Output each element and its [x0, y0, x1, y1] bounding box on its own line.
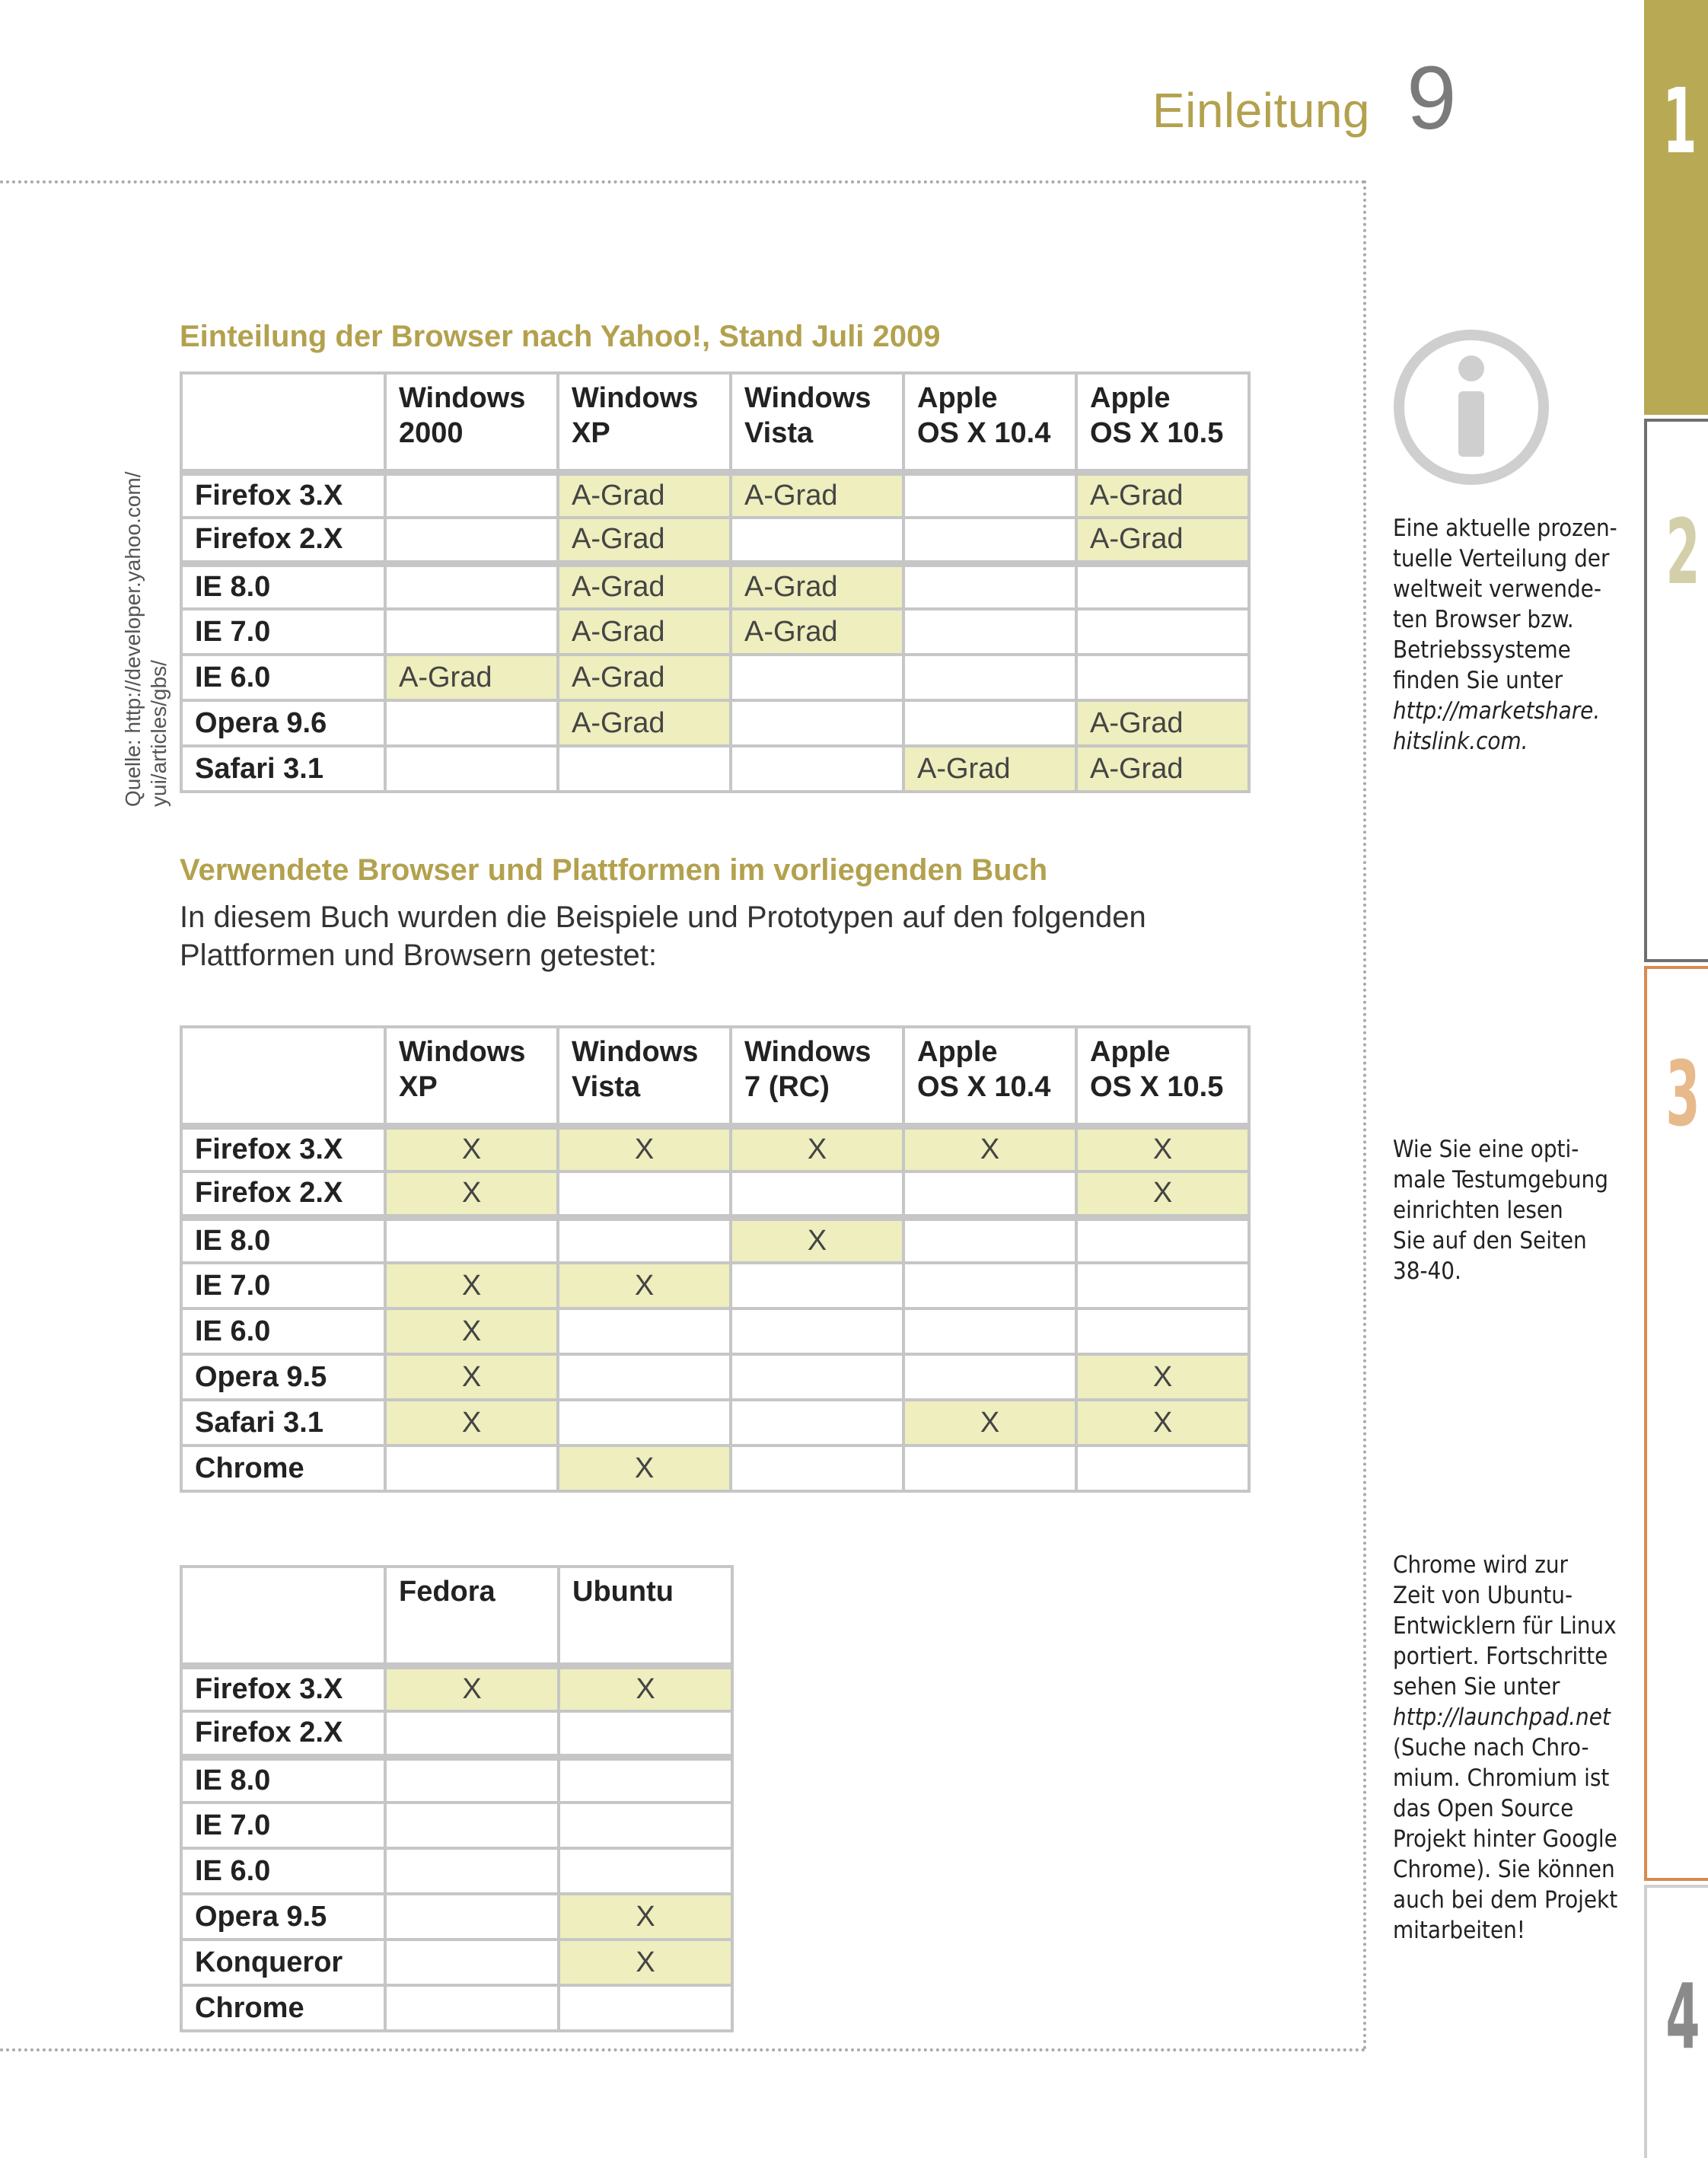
- table-cell: [559, 1711, 732, 1757]
- table-cell: [903, 518, 1076, 563]
- table-row: [181, 1309, 1249, 1354]
- chapter-tab-1[interactable]: [1644, 0, 1708, 415]
- row-label: IE 7.0: [181, 1803, 385, 1848]
- table-row: [181, 1171, 1249, 1217]
- table-cell: A-Grad: [558, 700, 731, 746]
- column-header: Windows 7 (RC): [731, 1027, 903, 1126]
- row-label: Firefox 2.X: [181, 518, 385, 563]
- note-line: finden Sie unter: [1393, 667, 1563, 694]
- linux-platforms-table: [180, 1565, 734, 2032]
- table-cell: [385, 563, 558, 609]
- note-line: (Suche nach Chro-: [1393, 1734, 1589, 1761]
- table-cell: X: [1076, 1126, 1249, 1171]
- row-label: Firefox 2.X: [181, 1711, 385, 1757]
- table-row: [181, 1263, 1249, 1309]
- table-cell: [1076, 609, 1249, 655]
- tested-platforms-table: [180, 1025, 1251, 1493]
- chapter-tab-label: 3: [1665, 1041, 1700, 1146]
- table-cell: [385, 1217, 558, 1263]
- table-cell: X: [385, 1171, 558, 1217]
- table-cell: [558, 1400, 731, 1446]
- intro-line: Plattformen und Browsern getestet:: [180, 939, 657, 972]
- table-row: [181, 1711, 732, 1757]
- table-cell: X: [558, 1263, 731, 1309]
- row-label: Firefox 3.X: [181, 472, 385, 518]
- source-citation: [120, 472, 172, 808]
- table-cell: [903, 700, 1076, 746]
- column-header: Ubuntu: [559, 1567, 732, 1666]
- table-cell: [385, 1757, 559, 1803]
- row-label: Chrome: [181, 1985, 385, 2031]
- chapter-tab-4[interactable]: [1644, 1885, 1708, 2158]
- table-cell: X: [385, 1263, 558, 1309]
- table-cell: [731, 1400, 903, 1446]
- column-header: Apple OS X 10.5: [1076, 1027, 1249, 1126]
- column-header: Windows Vista: [558, 1027, 731, 1126]
- table-cell: [559, 1848, 732, 1894]
- table-cell: A-Grad: [731, 472, 903, 518]
- chapter-title: Einleitung: [1152, 83, 1370, 138]
- row-label: Opera 9.6: [181, 700, 385, 746]
- row-label: IE 6.0: [181, 1848, 385, 1894]
- table-row: [181, 746, 1249, 792]
- table-cell: [385, 1803, 559, 1848]
- intro-line: In diesem Buch wurden die Beispiele und Prototypen auf den folgenden: [180, 900, 1146, 934]
- table-cell: [385, 1848, 559, 1894]
- table-cell: X: [385, 1400, 558, 1446]
- table-row: [181, 655, 1249, 700]
- table-cell: X: [1076, 1400, 1249, 1446]
- note-line: mium. Chromium ist: [1393, 1764, 1610, 1792]
- table-cell: [731, 1354, 903, 1400]
- row-label: Safari 3.1: [181, 1400, 385, 1446]
- table-cell: [903, 563, 1076, 609]
- table-cell: [1076, 1446, 1249, 1491]
- chapter-tab-label: 2: [1665, 499, 1700, 604]
- table-cell: [903, 1354, 1076, 1400]
- table-cell: X: [903, 1126, 1076, 1171]
- table-cell: [903, 1446, 1076, 1491]
- table-cell: X: [385, 1309, 558, 1354]
- table-cell: [385, 1940, 559, 1985]
- column-header: Apple OS X 10.4: [903, 373, 1076, 472]
- note-line: male Testumgebung: [1393, 1166, 1608, 1194]
- table-cell: A-Grad: [558, 609, 731, 655]
- table-row: [181, 518, 1249, 563]
- section-heading-yahoo: Einteilung der Browser nach Yahoo!, Stand Juli 2009: [180, 320, 941, 353]
- table-row: [181, 1354, 1249, 1400]
- table-cell: [903, 609, 1076, 655]
- table-cell: [385, 472, 558, 518]
- source-line: yui/articles/gbs/: [147, 660, 170, 807]
- table-cell: X: [731, 1217, 903, 1263]
- table-cell: A-Grad: [903, 746, 1076, 792]
- table-cell: [559, 1985, 732, 2031]
- column-header: Apple OS X 10.4: [903, 1027, 1076, 1126]
- note-line: Chrome). Sie können: [1393, 1856, 1615, 1883]
- row-label: Opera 9.5: [181, 1894, 385, 1940]
- table-cell: X: [559, 1894, 732, 1940]
- table-row: [181, 1666, 732, 1711]
- chapter-tab-label: 4: [1665, 1964, 1700, 2069]
- table-cell: [385, 1985, 559, 2031]
- table-cell: X: [385, 1666, 559, 1711]
- column-header: Windows Vista: [731, 373, 903, 472]
- row-label: IE 6.0: [181, 1309, 385, 1354]
- row-label: Safari 3.1: [181, 746, 385, 792]
- table-cell: [731, 1446, 903, 1491]
- table-cell: A-Grad: [558, 518, 731, 563]
- note-line: auch bei dem Projekt: [1393, 1886, 1618, 1914]
- note-line: Entwicklern für Linux: [1393, 1612, 1617, 1640]
- table-row: [181, 472, 1249, 518]
- table-cell: [385, 1446, 558, 1491]
- table-cell: X: [731, 1126, 903, 1171]
- table-cell: [1076, 1263, 1249, 1309]
- table-cell: [558, 1354, 731, 1400]
- table-cell: [731, 1171, 903, 1217]
- table-cell: [558, 1217, 731, 1263]
- table-row: [181, 1446, 1249, 1491]
- table-row: [181, 1848, 732, 1894]
- row-label: IE 7.0: [181, 1263, 385, 1309]
- table-cell: X: [385, 1126, 558, 1171]
- sidenote-chrome-linux: [1393, 1550, 1644, 1946]
- note-line: tuelle Verteilung der: [1393, 545, 1610, 572]
- table-cell: A-Grad: [385, 655, 558, 700]
- sidenote-market-share: [1393, 513, 1644, 757]
- note-line: ten Browser bzw.: [1393, 606, 1574, 633]
- note-link-line[interactable]: http://marketshare.: [1393, 697, 1601, 725]
- table-cell: [731, 700, 903, 746]
- intro-paragraph: [180, 898, 1146, 974]
- column-header: Fedora: [385, 1567, 559, 1666]
- note-line: Wie Sie eine opti-: [1393, 1136, 1579, 1163]
- table-row: [181, 563, 1249, 609]
- table-cell: [903, 1263, 1076, 1309]
- table-corner: [181, 373, 385, 472]
- table-cell: [385, 609, 558, 655]
- table-cell: X: [1076, 1354, 1249, 1400]
- table-cell: [1076, 563, 1249, 609]
- note-line: weltweit verwende-: [1393, 575, 1601, 603]
- note-line: einrichten lesen: [1393, 1197, 1563, 1224]
- chapter-tab-3[interactable]: [1644, 966, 1708, 1881]
- table-row: [181, 1126, 1249, 1171]
- table-row: [181, 609, 1249, 655]
- table-cell: [1076, 1309, 1249, 1354]
- note-link-line[interactable]: hitslink.com.: [1393, 728, 1528, 755]
- table-row: [181, 1803, 732, 1848]
- note-line: Sie auf den Seiten: [1393, 1227, 1587, 1254]
- table-cell: [1076, 655, 1249, 700]
- table-cell: A-Grad: [731, 609, 903, 655]
- table-cell: [903, 655, 1076, 700]
- table-row: [181, 1217, 1249, 1263]
- table-corner: [181, 1567, 385, 1666]
- table-cell: A-Grad: [1076, 472, 1249, 518]
- table-cell: [731, 518, 903, 563]
- table-cell: [559, 1757, 732, 1803]
- table-corner: [181, 1027, 385, 1126]
- row-label: Firefox 3.X: [181, 1666, 385, 1711]
- info-icon: [1391, 327, 1551, 487]
- table-cell: A-Grad: [558, 563, 731, 609]
- table-row: [181, 1985, 732, 2031]
- row-label: IE 8.0: [181, 563, 385, 609]
- chapter-tab-2[interactable]: [1644, 419, 1708, 962]
- table-cell: [731, 1263, 903, 1309]
- table-cell: A-Grad: [558, 655, 731, 700]
- table-cell: [558, 746, 731, 792]
- table-cell: [559, 1803, 732, 1848]
- table-cell: [558, 1309, 731, 1354]
- table-cell: [731, 1309, 903, 1354]
- section-heading-tested: Verwendete Browser und Plattformen im vorliegenden Buch: [180, 853, 1048, 887]
- table-cell: A-Grad: [558, 472, 731, 518]
- column-header: Windows 2000: [385, 373, 558, 472]
- source-line: Quelle: http://developer.yahoo.com/: [121, 471, 145, 807]
- table-row: [181, 1940, 732, 1985]
- table-cell: [385, 518, 558, 563]
- page-number: 9: [1407, 48, 1457, 148]
- table-cell: X: [559, 1666, 732, 1711]
- chapter-tab-label: 1: [1662, 69, 1697, 174]
- table-cell: A-Grad: [731, 563, 903, 609]
- table-cell: [558, 1171, 731, 1217]
- table-cell: [385, 1894, 559, 1940]
- note-line: Zeit von Ubuntu-: [1393, 1582, 1573, 1609]
- row-label: Firefox 2.X: [181, 1171, 385, 1217]
- column-header: Windows XP: [558, 373, 731, 472]
- table-row: [181, 700, 1249, 746]
- note-link-line[interactable]: http://launchpad.net: [1393, 1704, 1611, 1731]
- table-cell: X: [558, 1446, 731, 1491]
- note-line: mitarbeiten!: [1393, 1917, 1525, 1944]
- row-label: Konqueror: [181, 1940, 385, 1985]
- table-row: [181, 1757, 732, 1803]
- note-line: 38-40.: [1393, 1258, 1461, 1285]
- note-line: Eine aktuelle prozen-: [1393, 515, 1617, 542]
- row-label: Opera 9.5: [181, 1354, 385, 1400]
- row-label: IE 8.0: [181, 1217, 385, 1263]
- note-line: Betriebssysteme: [1393, 636, 1571, 664]
- table-row: [181, 1894, 732, 1940]
- column-header: Windows XP: [385, 1027, 558, 1126]
- yahoo-grade-table: [180, 371, 1251, 793]
- table-cell: A-Grad: [1076, 518, 1249, 563]
- table-cell: X: [558, 1126, 731, 1171]
- row-label: Chrome: [181, 1446, 385, 1491]
- row-label: IE 8.0: [181, 1757, 385, 1803]
- note-line: Projekt hinter Google: [1393, 1825, 1617, 1853]
- table-cell: [385, 700, 558, 746]
- table-cell: X: [385, 1354, 558, 1400]
- sidenote-test-environment: [1393, 1134, 1644, 1286]
- row-label: Firefox 3.X: [181, 1126, 385, 1171]
- table-cell: X: [559, 1940, 732, 1985]
- note-line: Chrome wird zur: [1393, 1551, 1569, 1579]
- note-line: das Open Source: [1393, 1795, 1574, 1822]
- table-row: [181, 1400, 1249, 1446]
- table-cell: A-Grad: [1076, 746, 1249, 792]
- table-cell: X: [903, 1400, 1076, 1446]
- note-line: portiert. Fortschritte: [1393, 1643, 1608, 1670]
- column-header: Apple OS X 10.5: [1076, 373, 1249, 472]
- row-label: IE 6.0: [181, 655, 385, 700]
- table-cell: [731, 655, 903, 700]
- table-cell: [385, 746, 558, 792]
- table-cell: [903, 472, 1076, 518]
- table-cell: [903, 1309, 1076, 1354]
- table-cell: [1076, 1217, 1249, 1263]
- note-line: sehen Sie unter: [1393, 1673, 1560, 1701]
- table-cell: A-Grad: [1076, 700, 1249, 746]
- table-cell: X: [1076, 1171, 1249, 1217]
- table-cell: [385, 1711, 559, 1757]
- table-cell: [731, 746, 903, 792]
- table-cell: [903, 1171, 1076, 1217]
- row-label: IE 7.0: [181, 609, 385, 655]
- table-cell: [903, 1217, 1076, 1263]
